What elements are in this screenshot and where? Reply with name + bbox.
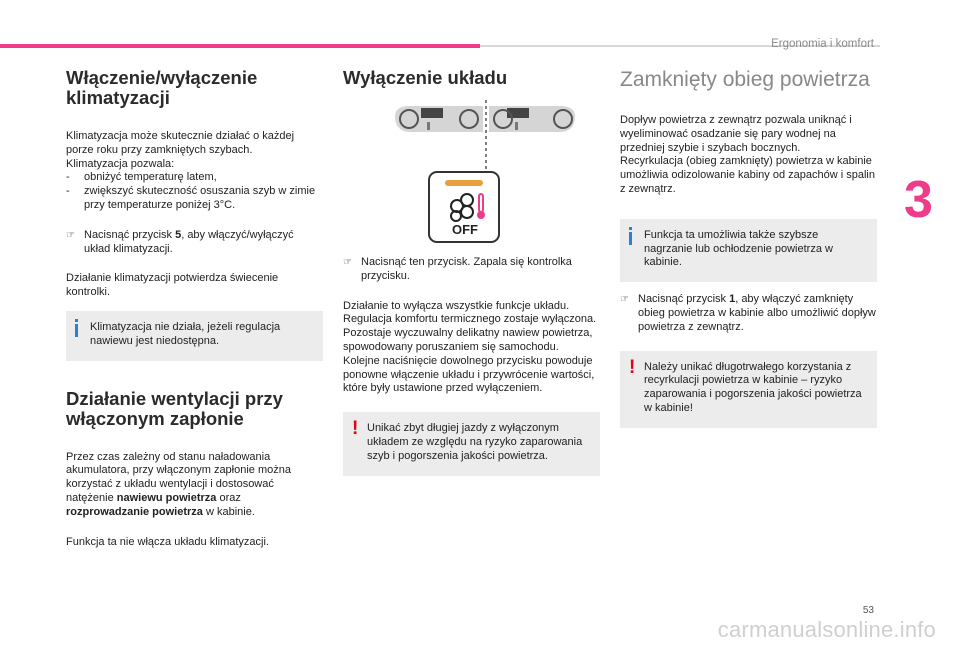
paragraph-recirculation-intro2: Recyrkulacja (obieg zamknięty) powietrza w kabinie umożliwia odizolowanie kabiny od zapachów i spalin z zewnątrz. xyxy=(620,155,875,195)
pointing-hand-icon: ☞ xyxy=(66,229,75,241)
column-system-off xyxy=(343,60,600,476)
paragraph-ac-intro: Klimatyzacja może skutecznie działać o każdej porze roku przy zamkniętych szybach. xyxy=(66,130,295,156)
paragraph-off-body2: Kolejne naciśnięcie dowolnego przycisku powoduje ponowne włączenie układu i przywrócenie wartości, które były ustawione przed wyłączeniem. xyxy=(343,354,595,395)
paragraph-ac-allows: Klimatyzacja pozwala: xyxy=(66,157,175,170)
paragraph-ventilation-note: Funkcja ta nie włącza układu klimatyzacji. xyxy=(66,535,269,548)
off-button-label: OFF xyxy=(452,222,478,237)
top-accent-bar xyxy=(0,44,480,48)
section-label: Ergonomia i komfort xyxy=(771,38,874,50)
heading-ventilation: Działanie wentylacji przy włączonym zapłonie xyxy=(66,387,283,429)
warning-icon: ! xyxy=(629,356,636,378)
paragraph-ac-confirm: Działanie klimatyzacji potwierdza świecenie kontrolki. xyxy=(66,272,279,299)
paragraph-off-body: Działanie to wyłącza wszystkie funkcje układu. Regulacja komfortu termicznego zostaje wyłączona. Pozostaje wyczuwalny delikatny nawiew powietrza, spowodowany poruszaniem się samochodu. xyxy=(343,299,597,353)
info-box-recirculation: Funkcja ta umożliwia także szybsze nagrzanie lub ochłodzenie powietrza w kabinie. xyxy=(620,219,877,282)
info-box-ac: Klimatyzacja nie działa, jeżeli regulacja nawiewu jest niedostępna. xyxy=(66,311,323,361)
chapter-number: 3 xyxy=(904,171,933,229)
action-step-off: ☞ Nacisnąć ten przycisk. Zapala się kontrolka przycisku. xyxy=(343,256,572,282)
heading-system-off: Wyłączenie układu xyxy=(343,67,508,88)
heading-recirculation: Zamknięty obieg powietrza xyxy=(620,68,870,91)
info-icon xyxy=(73,319,80,337)
list-item: - zwiększyć skuteczność osuszania szyb w zimie przy temperaturze poniżej 3°C. xyxy=(66,185,316,211)
heading-ac-toggle: Włączenie/wyłączenie klimatyzacji xyxy=(66,67,258,108)
action-step-ac: ☞ Nacisnąć przycisk 5, aby włączyć/wyłączyć układ klimatyzacji. xyxy=(66,228,294,255)
paragraph-recirculation-intro: Dopływ powietrza z zewnątrz pozwala uniknąć i wyeliminować osadzanie się pary wodnej na przedniej szybie i szybach bocznych. xyxy=(620,114,852,154)
page-number: 53 xyxy=(862,605,874,616)
warning-box-recirculation: ! Należy unikać długotrwałego korzystania z recyrkulacji powietrza w kabinie – ryzyko zaparowania i pogorszenia jakości powietrza w kabinie! xyxy=(620,351,877,428)
info-icon xyxy=(627,227,634,245)
paragraph-ventilation: Przez czas zależny od stanu naładowania akumulatora, przy włączonym zapłonie można korzystać z układu wentylacji i dostosować natężenie nawiewu powietrza oraz rozprowadzanie powietrza w kabinie. xyxy=(66,450,291,518)
warning-box-off: ! Unikać zbyt długiej jazdy z wyłączonym układem ze względu na ryzyko zaparowania szyb i pogorszenia jakości powietrza. xyxy=(343,412,600,475)
watermark: carmanualsonline.info xyxy=(717,617,936,642)
control-panel-illustration xyxy=(343,88,600,237)
list-item: - obniżyć temperaturę latem, xyxy=(66,171,217,184)
pointing-hand-icon: ☞ xyxy=(620,294,629,306)
warning-icon: ! xyxy=(352,418,359,440)
pointing-hand-icon: ☞ xyxy=(343,257,352,268)
action-step-recirculation: ☞ Nacisnąć przycisk 1, aby włączyć zamknięty obieg powietrza w kabinie albo umożliwić dopływ powietrza z zewnątrz. xyxy=(620,293,876,333)
column-ac-toggle xyxy=(66,60,323,549)
column-recirculation xyxy=(620,60,877,428)
